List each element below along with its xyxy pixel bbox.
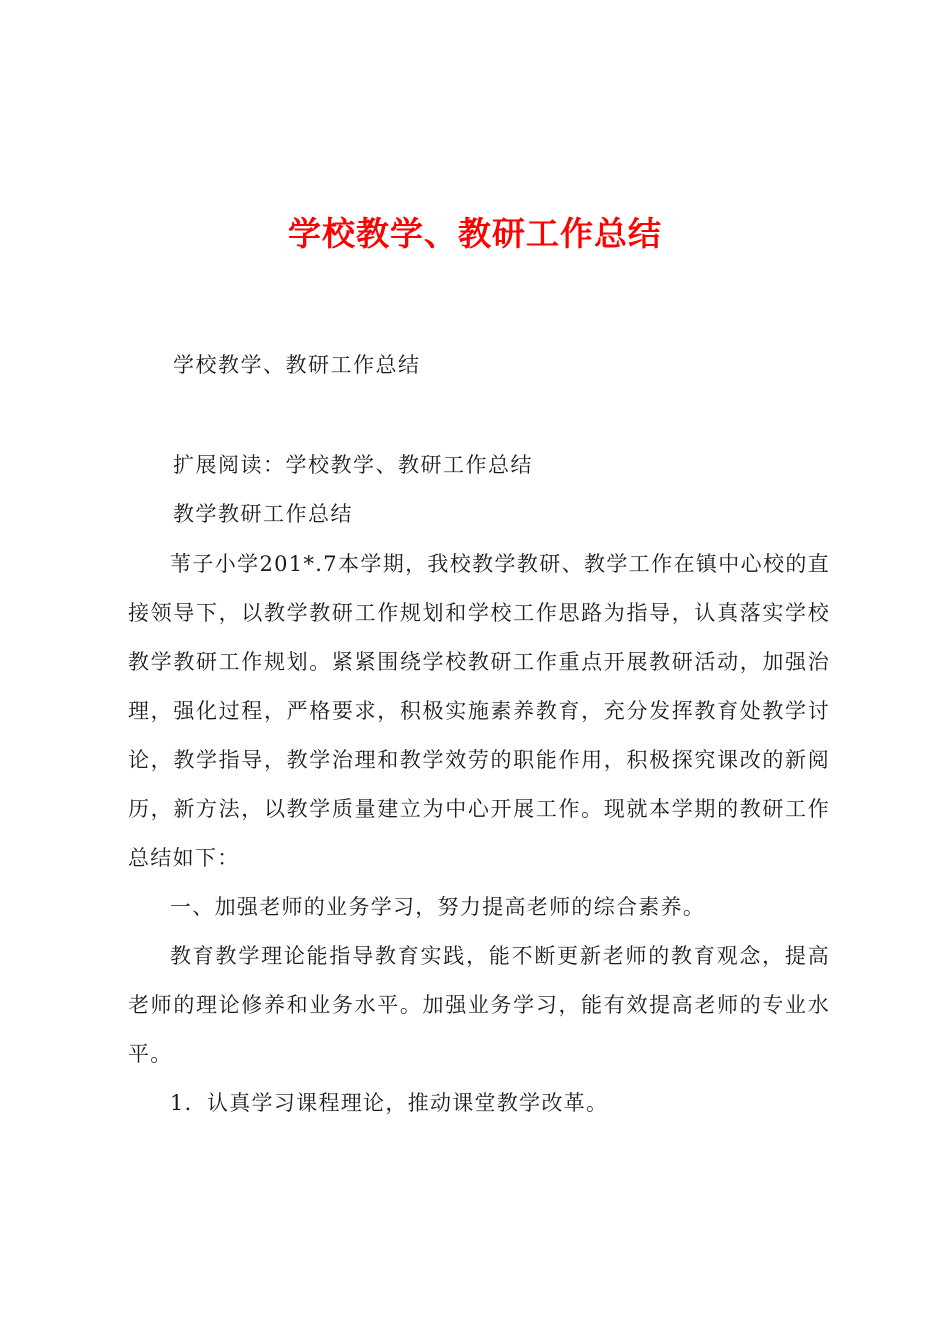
- document-body: [128, 540, 830, 1128]
- point-one-heading: 一、加强老师的业务学习，努力提高老师的综合素养。: [170, 895, 706, 919]
- extended-reading-line: 扩展阅读：学校教学、教研工作总结: [173, 453, 533, 477]
- document-subtitle: 学校教学、教研工作总结: [173, 353, 421, 377]
- section-heading: 教学教研工作总结: [173, 502, 353, 526]
- point-one-paragraph: 教育教学理论能指导教育实践，能不断更新老师的教育观念，提高老师的理论修养和业务水平。加强业务学习，能有效提高老师的专业水平。: [128, 944, 830, 1066]
- document-title: 学校教学、教研工作总结: [288, 214, 662, 253]
- intro-paragraph: 苇子小学201*.7本学期，我校教学教研、教学工作在镇中心校的直接领导下，以教学教研工作规划和学校工作思路为指导，认真落实学校教学教研工作规划。紧紧围绕学校教研工作重点开展教研活动，加强治理，强化过程，严格要求，积极实施素养教育，充分发挥教育处教学讨论，教学指导，教学治理和教学效劳的职能作用，积极探究课改的新阅历，新方法，以教学质量建立为中心开展工作。现就本学期的教研工作总结如下：: [128, 552, 830, 870]
- sub-point-one: 1．认真学习课程理论，推动课堂教学改革。: [170, 1091, 609, 1115]
